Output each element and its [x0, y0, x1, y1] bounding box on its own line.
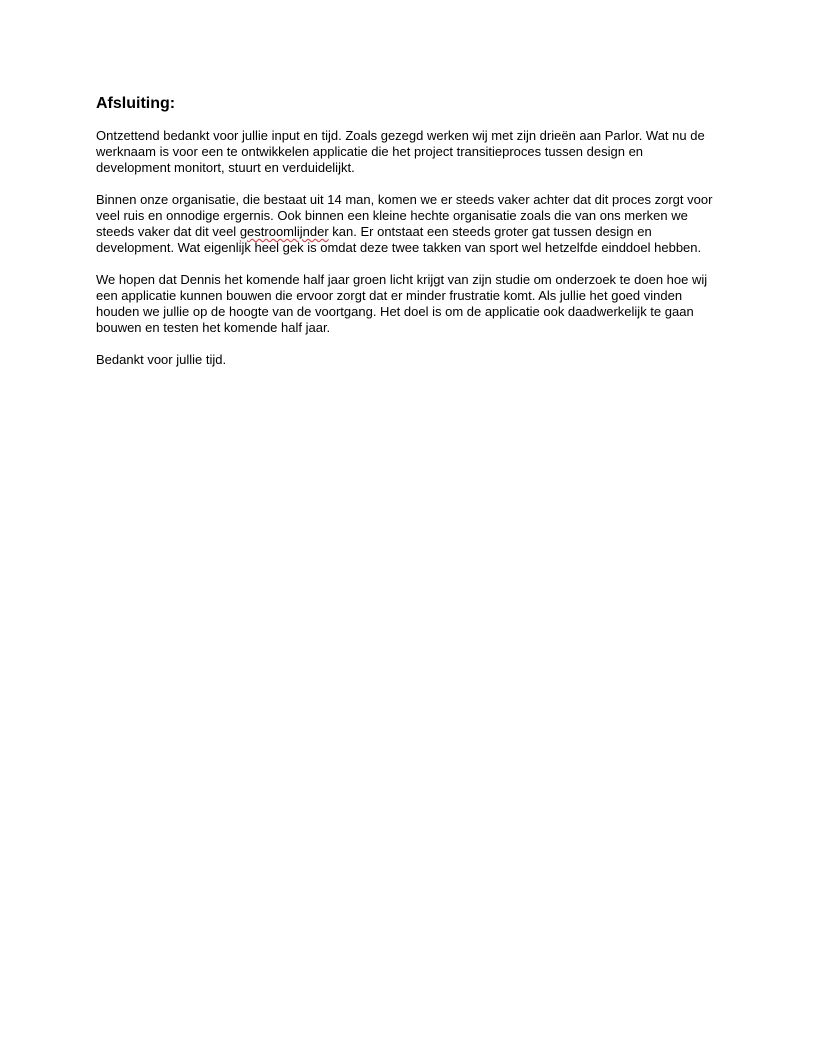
paragraph-plans: We hopen dat Dennis het komende half jaar groen licht krijgt van zijn studie om onderzoek te doen hoe wij een applicatie kunnen bouwen die ervoor zorgt dat er minder frustratie komt. Als jullie het goed vinden houden we jullie op de hoogte van de voortgang. Het doel is om de applicatie ook daadwerkelijk te gaan bouwen en testen het komende half jaar.: [96, 272, 708, 335]
misspelled-word[interactable]: gestroomlijnder: [239, 224, 329, 239]
paragraph-thanks: Ontzettend bedankt voor jullie input en tijd. Zoals gezegd werken wij met zijn drieën aan Parlor. Wat nu de werknaam is voor een te ontwikkelen applicatie die het project transitieproces tussen design en development monitort, stuurt en verduidelijkt.: [96, 128, 705, 175]
paragraph-organisation: [96, 192, 721, 256]
document-body: [96, 94, 721, 384]
section-heading: Afsluiting:: [96, 95, 176, 112]
paragraph-organisation-text-after: kan. Er ontstaat een steeds groter gat tussen design en development. Wat eigenlijk heel gek is omdat deze twee takken van sport wel hetzelfde einddoel hebben.: [96, 224, 702, 255]
paragraph-closing: Bedankt voor jullie tijd.: [96, 352, 227, 367]
paragraph-organisation-text-before: Binnen onze organisatie, die bestaat uit 14 man, komen we er steeds vaker achter dat dit proces zorgt voor veel ruis en onnodige ergernis. Ook binnen een kleine hechte organisatie zoals die van ons merken we steeds vaker dat dit veel: [96, 192, 713, 239]
